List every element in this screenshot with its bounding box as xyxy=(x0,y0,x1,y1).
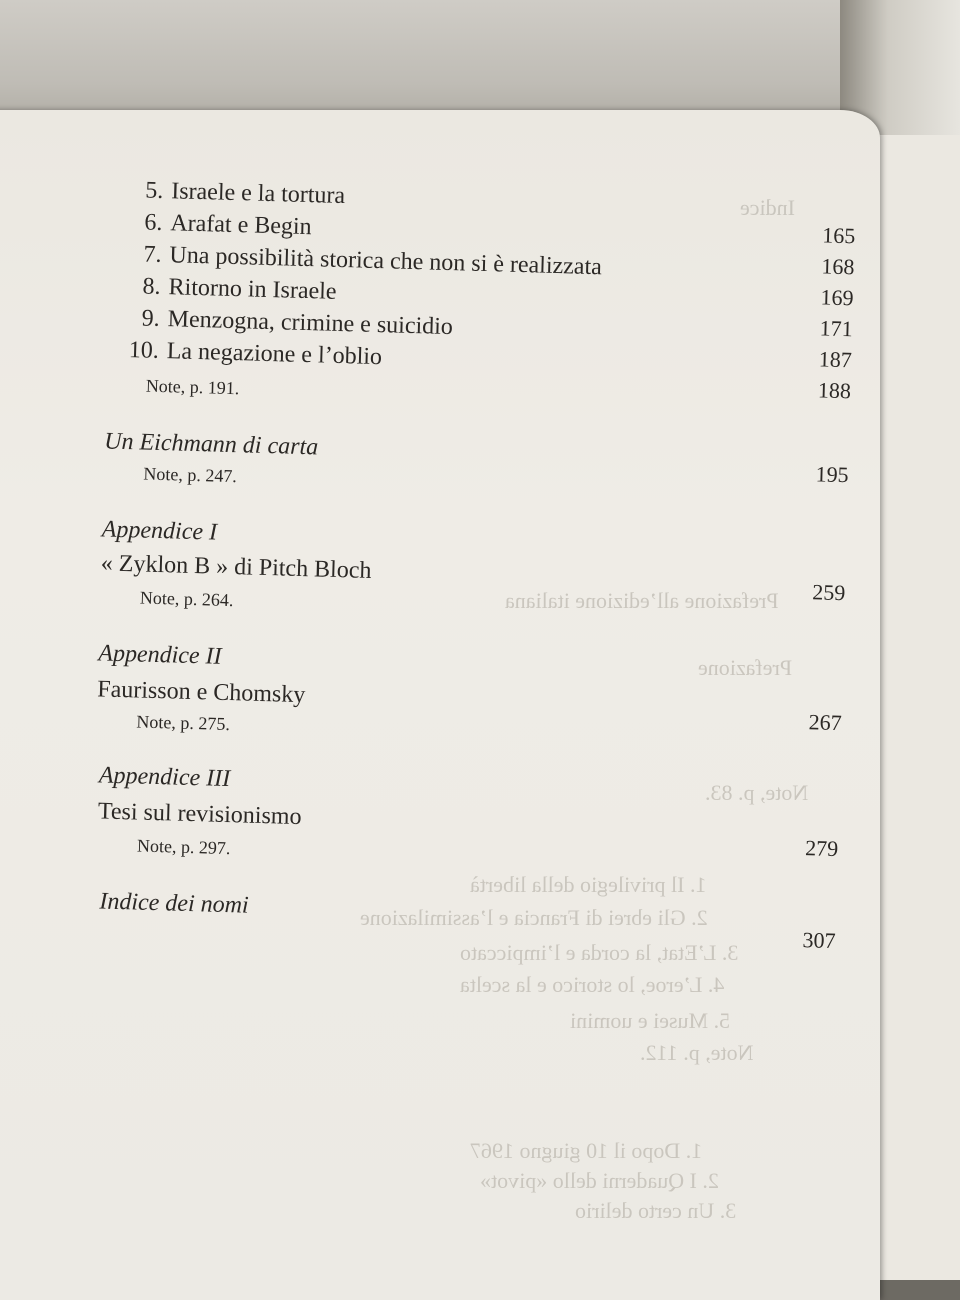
notes-reference: Note, p. 275. xyxy=(136,711,231,735)
bleed-through-text: 1. Dopo il 10 giugno 1967 xyxy=(470,1138,703,1163)
bleed-through-text: 2. I Quaderni dello «pivot» xyxy=(480,1168,719,1193)
entry-title: Menzogna, crimine e suicidio xyxy=(167,306,454,341)
bleed-through-text: Note, p. 112. xyxy=(640,1040,754,1065)
entry-number: 8. xyxy=(142,273,161,300)
entry-number: 10. xyxy=(128,337,160,364)
page-number: 171 xyxy=(819,315,854,342)
entry-title: Una possibilità storica che non si è realizzata xyxy=(169,242,603,281)
bleed-through-text: 5. Musei e uomini xyxy=(570,1008,731,1033)
toc-entry xyxy=(126,272,337,306)
bleed-through-text: 3. L’Etat, la corda e l’impiccato xyxy=(460,940,739,965)
appendix-heading: Appendice II xyxy=(97,640,222,670)
page-number: 259 xyxy=(812,579,846,606)
bleed-through-text: 4. L’eroe, lo storico e la scelta xyxy=(460,972,725,997)
section-title: Tesi sul revisionismo xyxy=(97,798,302,831)
entry-title: La negazione e l’oblio xyxy=(166,338,383,371)
entry-number: 7. xyxy=(143,241,162,268)
entry-number: 6. xyxy=(144,209,163,236)
appendix-heading: Appendice III xyxy=(98,762,231,793)
page-number: 188 xyxy=(817,377,852,404)
notes-reference: Note, p. 264. xyxy=(139,587,234,611)
bleed-through-text: 2. Gli ebrei di Francia e l’assimilazione xyxy=(360,905,708,930)
section-title: Indice dei nomi xyxy=(99,888,250,919)
entry-title: Israele e la tortura xyxy=(170,178,346,210)
entry-number: 5. xyxy=(144,177,164,204)
notes-reference: Note, p. 191. xyxy=(145,375,240,399)
bleed-through-text: Indice xyxy=(740,195,795,220)
bleed-through-text: Prefazione xyxy=(698,655,793,680)
notes-reference: Note, p. 297. xyxy=(136,835,231,859)
bleed-through-text: Prefazione all’edizione italiana xyxy=(505,588,779,613)
page-number: 267 xyxy=(808,709,843,736)
page-number: 169 xyxy=(820,284,854,311)
toc-entry xyxy=(124,336,382,371)
notes-reference: Note, p. 247. xyxy=(143,463,238,487)
bleed-through-text: Note, p. 83. xyxy=(705,780,809,805)
page-number: 165 xyxy=(821,222,856,249)
bleed-through-text: 1. Il privilegio della libertà xyxy=(470,872,707,897)
page-number: 187 xyxy=(818,346,853,373)
entry-title: Ritorno in Israele xyxy=(168,274,337,305)
section-title: « Zyklon B » di Pitch Bloch xyxy=(100,550,372,584)
entry-number: 9. xyxy=(141,305,161,332)
appendix-heading: Appendice I xyxy=(101,516,218,546)
page-number: 279 xyxy=(804,835,839,862)
page-number: 195 xyxy=(815,461,849,488)
section-title: Faurisson e Chomsky xyxy=(96,676,306,709)
section-title: Un Eichmann di carta xyxy=(103,428,319,461)
page-number: 168 xyxy=(821,253,855,280)
entry-title: Arafat e Begin xyxy=(170,210,312,241)
toc-entry xyxy=(129,176,346,210)
page-number: 307 xyxy=(802,927,836,954)
toc-entry xyxy=(125,304,453,341)
bleed-through-text: 3. Un certo delirio xyxy=(575,1198,737,1223)
toc-entry xyxy=(128,208,312,241)
